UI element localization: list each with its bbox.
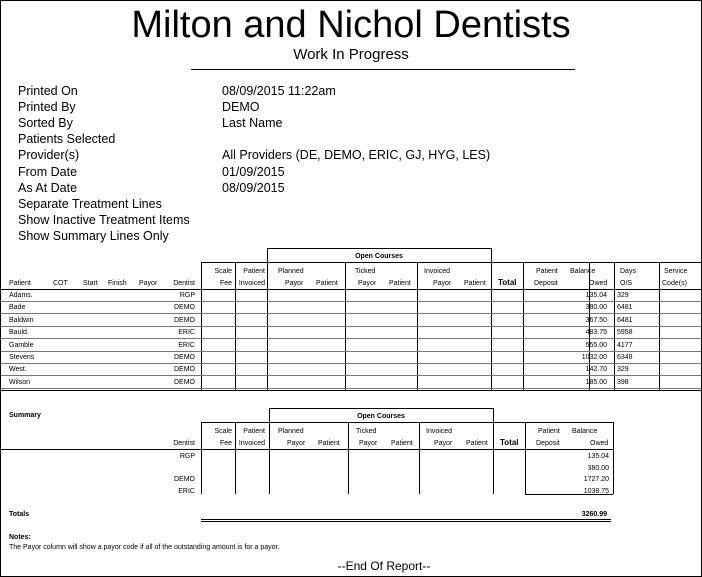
summary-open-courses-heading: Open Courses bbox=[357, 413, 405, 420]
header-start: Start bbox=[83, 280, 98, 287]
header-planned-patient: Patient bbox=[316, 280, 338, 287]
summary-header-patient-bal: Patient bbox=[538, 428, 560, 435]
report-subtitle: Work In Progress bbox=[293, 46, 409, 63]
summary-header-dentist: Dentist bbox=[173, 440, 195, 447]
summary-header-planned-patient: Patient bbox=[318, 440, 340, 447]
days-os: 5958 bbox=[617, 329, 633, 337]
param-label: Provider(s) bbox=[18, 148, 80, 163]
dentist-code: DEMO bbox=[174, 366, 195, 374]
header-os: O/S bbox=[620, 280, 633, 287]
header-invoiced-patient: Patient bbox=[464, 280, 486, 287]
totals-rule-top bbox=[201, 519, 611, 520]
patient-name: Wilson bbox=[9, 378, 31, 386]
column-divider bbox=[613, 422, 614, 494]
days-os: 4177 bbox=[617, 341, 633, 349]
dentist-code: DEMO bbox=[174, 354, 195, 361]
open-courses-heading: Open Courses bbox=[355, 253, 403, 260]
header-scale: Scale bbox=[214, 268, 232, 275]
header-planned: Planned bbox=[278, 268, 304, 275]
patient-name: Bade bbox=[9, 304, 26, 312]
summary-header-balance: Balance bbox=[572, 428, 598, 435]
patient-name: Adams. bbox=[9, 292, 33, 299]
header-patient-name: Patient bbox=[9, 280, 31, 287]
dentist-code: DEMO bbox=[174, 378, 195, 386]
summary-header-bottom-rule bbox=[1, 449, 613, 450]
param-value: All Providers (DE, DEMO, ERIC, GJ, HYG, LES) bbox=[222, 148, 491, 163]
summary-header-invoiced: Invoiced bbox=[426, 428, 453, 435]
patient-name: West. bbox=[9, 366, 27, 374]
param-label: Patients Selected bbox=[18, 132, 116, 147]
summary-header-top-rule bbox=[201, 422, 613, 423]
param-value: Last Name bbox=[222, 116, 283, 131]
header-fee: Fee bbox=[219, 280, 232, 287]
summary-open-right bbox=[493, 408, 494, 422]
days-os: 329 bbox=[617, 292, 629, 299]
header-dentist: Dentist bbox=[173, 280, 195, 287]
summary-header-invoiced-payor: Payor bbox=[434, 440, 453, 447]
open-courses-left bbox=[267, 248, 268, 262]
column-divider bbox=[419, 422, 420, 494]
param-label: Show Inactive Treatment Items bbox=[18, 212, 190, 227]
summary-header-ticked: Ticked bbox=[356, 428, 377, 435]
column-divider bbox=[525, 422, 526, 494]
end-of-report: --End Of Report-- bbox=[337, 559, 431, 573]
dentist-code: ERIC bbox=[178, 329, 195, 337]
summary-dentist: DEMO bbox=[174, 476, 195, 483]
summary-header-fee: Fee bbox=[219, 440, 232, 447]
column-divider bbox=[348, 422, 349, 494]
header-patient: Patient bbox=[243, 268, 265, 275]
table-row-divider bbox=[1, 338, 701, 339]
table-row-divider bbox=[1, 363, 701, 364]
summary-header-planned: Planned bbox=[278, 428, 304, 435]
days-os: 6348 bbox=[617, 354, 633, 361]
summary-open-courses-top bbox=[269, 408, 493, 409]
header-invoiced: Invoiced bbox=[424, 268, 451, 275]
param-label: Sorted By bbox=[18, 116, 73, 131]
column-divider bbox=[269, 422, 270, 494]
owed-value: 135.04 bbox=[585, 292, 607, 299]
table-row-divider bbox=[1, 313, 701, 314]
param-label: As At Date bbox=[18, 180, 78, 195]
header-finish: Finish bbox=[108, 280, 127, 287]
summary-header-scale: Scale bbox=[214, 428, 232, 435]
owed-value: 185.00 bbox=[585, 378, 607, 386]
totals-label: Totals bbox=[9, 511, 30, 518]
summary-label: Summary bbox=[9, 412, 41, 419]
param-value: 08/09/2015 11:22am bbox=[222, 84, 336, 98]
header-codes: Code(s) bbox=[662, 280, 687, 287]
summary-header-patient: Patient bbox=[243, 428, 265, 435]
owed-value: 1032.00 bbox=[581, 354, 607, 361]
summary-dentist: RGP bbox=[179, 453, 195, 460]
column-divider bbox=[493, 422, 494, 494]
summary-owed: 1727.20 bbox=[583, 476, 609, 483]
dentist-code: RGP bbox=[179, 292, 195, 299]
days-os: 329 bbox=[617, 366, 629, 374]
table-row-divider bbox=[1, 351, 701, 352]
param-label: Separate Treatment Lines bbox=[18, 196, 162, 211]
table-row-divider bbox=[1, 375, 701, 376]
header-deposit: Deposit bbox=[534, 280, 558, 287]
param-label: Printed On bbox=[18, 84, 78, 98]
header-service: Service bbox=[664, 268, 688, 275]
table-row-divider bbox=[1, 388, 701, 389]
title-underline bbox=[191, 69, 575, 70]
summary-header-owed: Owed bbox=[590, 440, 609, 447]
header-invoiced-payor: Payor bbox=[433, 280, 452, 287]
patient-name: Gamble bbox=[9, 341, 34, 349]
header-cot: COT bbox=[53, 280, 68, 287]
notes-label: Notes: bbox=[9, 534, 31, 541]
summary-owed: 380.00 bbox=[587, 464, 609, 472]
totals-value: 3260.99 bbox=[581, 511, 607, 518]
param-label: From Date bbox=[18, 164, 78, 179]
open-courses-right bbox=[491, 248, 492, 262]
column-divider bbox=[235, 422, 236, 494]
param-value: 08/09/2015 bbox=[222, 180, 285, 195]
table-bottom-rule bbox=[1, 390, 701, 391]
param-value: DEMO bbox=[222, 100, 260, 115]
summary-header-total: Total bbox=[500, 438, 519, 447]
dentist-code: DEMO bbox=[174, 316, 195, 324]
summary-header-planned-payor: Payor bbox=[287, 440, 306, 447]
header-bottom-rule bbox=[1, 289, 701, 290]
header-planned-payor: Payor bbox=[285, 280, 304, 287]
header-invoiced-col: Invoiced bbox=[238, 280, 265, 287]
open-courses-top-rule bbox=[267, 248, 491, 249]
owed-value: 555.00 bbox=[585, 341, 607, 349]
patient-name: Baldwin bbox=[9, 316, 34, 324]
summary-dentist: ERIC bbox=[178, 487, 195, 495]
report-title: Milton and Nichol Dentists bbox=[131, 4, 571, 46]
owed-value: 483.75 bbox=[585, 329, 607, 337]
header-patient-bal: Patient bbox=[536, 268, 558, 275]
summary-owed: 135.04 bbox=[587, 453, 609, 460]
param-label: Show Summary Lines Only bbox=[18, 228, 169, 243]
owed-value: 367.50 bbox=[585, 316, 607, 324]
header-balance: Balance bbox=[570, 268, 596, 275]
summary-header-deposit: Deposit bbox=[536, 440, 560, 447]
patient-name: Stevens bbox=[9, 354, 35, 361]
header-payor: Payor bbox=[139, 280, 158, 287]
param-value: 01/09/2015 bbox=[222, 164, 285, 179]
summary-header-ticked-payor: Payor bbox=[359, 440, 378, 447]
param-label: Printed By bbox=[18, 100, 76, 115]
header-days: Days bbox=[620, 268, 636, 275]
summary-open-left bbox=[269, 408, 270, 422]
owed-value: 142.70 bbox=[585, 366, 607, 374]
header-ticked: Ticked bbox=[355, 268, 376, 275]
summary-bottom-rule bbox=[525, 494, 613, 495]
days-os: 6481 bbox=[617, 316, 633, 324]
header-ticked-patient: Patient bbox=[389, 280, 411, 287]
summary-header-invoiced: Invoiced bbox=[238, 440, 265, 447]
table-row-divider bbox=[1, 326, 701, 327]
patient-name: Bauld. bbox=[9, 329, 29, 337]
header-total: Total bbox=[498, 278, 517, 287]
dentist-code: ERIC bbox=[178, 341, 195, 349]
table-row-divider bbox=[1, 301, 701, 302]
summary-owed: 1038.75 bbox=[583, 487, 609, 495]
days-os: 398 bbox=[617, 378, 629, 386]
notes-text: The Payor column will show a payor code if all of the outstanding amount is for a payor. bbox=[9, 544, 280, 551]
dentist-code: DEMO bbox=[174, 304, 195, 312]
totals-rule-bottom bbox=[201, 521, 611, 522]
owed-value: 380.00 bbox=[585, 304, 607, 312]
summary-header-ticked-patient: Patient bbox=[391, 440, 413, 447]
days-os: 6481 bbox=[617, 304, 633, 312]
summary-header-invoiced-patient: Patient bbox=[466, 440, 488, 447]
table-header-top-rule bbox=[201, 262, 701, 263]
header-ticked-payor: Payor bbox=[358, 280, 377, 287]
header-owed: Owed bbox=[589, 280, 608, 287]
column-divider bbox=[201, 422, 202, 494]
